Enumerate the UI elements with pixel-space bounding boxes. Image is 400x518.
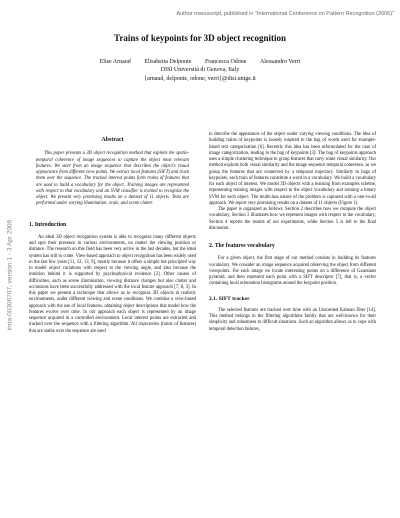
side-identifier (3, 180, 17, 370)
author-name: Elisabetta Delponte (144, 59, 192, 65)
paper-title: Trains of keypoints for 3D object recognition (114, 33, 286, 43)
author-names (20, 58, 380, 66)
features-vocabulary-paragraph: For a given object, the first stage of our method consists in building its features vocabulary. We consider an image sequence acquired observing the object from different viewpoints. For each image we locate interesting points on a difference of Gaussians pyramid, and then represent each point with a SIFT descriptor [7], that is, a vector containing local orientation histograms around the keypoint position. (209, 256, 376, 287)
left-column (29, 137, 196, 335)
author-name: Alessandro Verri (259, 59, 301, 65)
side-identifier-text: inria-00306707, version 1 - 3 Apr 2009 (6, 219, 14, 331)
subsection-heading-sift-tracker: 2.1. SIFT tracker (209, 295, 250, 302)
author-emails: {arnaud, delponte, odone, verri}@disi.unige.it (144, 75, 256, 82)
author-name: Francesca Odone (204, 59, 247, 65)
introduction-paragraph: An ideal 3D object recognition system is able to recognize many different objects and spot their presence in various environments, no matter the viewing position or distance. The research on this field has been very active in the last decades, but the ideal system has still to come. View-based approach to object recognition has been widely used in the last few years [11, 12, 13, 9], mostly because it offers a simple but principled way to model object variations with respect to the viewing angle, and also because the intuition behind it is supported by psychophysical evidence [2]. Other causes of difficulties, such as scene illumination, viewing distance changes but also clutter and occlusions have been successfully addressed with the local feature approach [7, 8, 3]. In this paper we present a technique that allows us to recognize 3D objects in realistic environments, under different viewing and scene conditions. We combine a view-based approach with the use of local features, obtaining object descriptions that model how the features evolve over time. In our approach each object is represented by an image sequence acquired in a controlled environment. Local interest points are extracted and tracked over the sequence with a filtering algorithm. All trajectories (trains of features) that are stable over the sequence are used (29, 234, 196, 334)
author-name: Elise Arnaud (99, 59, 131, 65)
abstract-text: This paper presents a 3D object recognition method that exploits the spatio-temporal coherence of image sequences to capture the object most relevant features. We start from an image sequence that describes the object's visual appearance from different view points. We extract local features (SIFT) and track them over the sequence. The tracked interest points form trains of features that are used to build a vocabulary for the object. Training images are represented with respect to that vocabulary and an SVM classifier is trained to recognize the object. We present very promising results on a dataset of 11 objects. Tests are performed under varying illumination, scale, and scene clutter. (36, 151, 189, 207)
right-column (209, 132, 376, 333)
author-block (20, 58, 380, 83)
paper-organization-paragraph: The paper is organized as follows. Section 2 describes how we compute the object vocabulary, Section 3 illustrates how we represent images with respect to the vocabulary, Section 4 reports the results of our experiments, while Section 5 is left to the final discussion. (209, 207, 376, 231)
abstract-heading: Abstract (101, 137, 124, 143)
affiliation: DISI Università di Genova, Italy (160, 67, 240, 74)
section-heading-features-vocabulary: 2. The features vocabulary (209, 243, 275, 249)
section-heading-introduction: 1. Introduction (29, 221, 67, 228)
sift-tracker-paragraph: The selected features are tracked over time with an Unscented Kalman filter [14]. This method belongs to the filtering algorithms family that are well-known for their simplicity and robustness to difficult situations. Such an algorithm allows us to cope with temporal detection failures, (209, 307, 376, 332)
introduction-continuation-paragraph: to describe the appearance of the object under varying viewing conditions. The idea of building trains of keypoints is loosely inspired to the bag of words used for example-based text categorization [6]. Recently this idea has been reformulated for the case of image categorization, leading to the bag of keypoints [3]. The bag of keypoints approach uses a simple clustering technique to group features that carry some visual similarity. Our method exploits both visual similarity and the image sequence temporal coherence, as we group the features that are connected by a temporal trajectory. Similarly to bags of keypoints, each train of features constitute a word in a vocabulary. We build a vocabulary for each object of interest. We model 3D objects with a learning from examples scheme, representing training images with respect to the object vocabulary and training a binary SVM for each object. The multiclass nature of the problem is captured with a one-vs-all approach. We report very promising results on a dataset of 11 objects (Figure 1). (209, 132, 376, 206)
manuscript-header-note: Author manuscript, published in "International Conference on Pattern Recognition (2006)" (176, 11, 394, 17)
